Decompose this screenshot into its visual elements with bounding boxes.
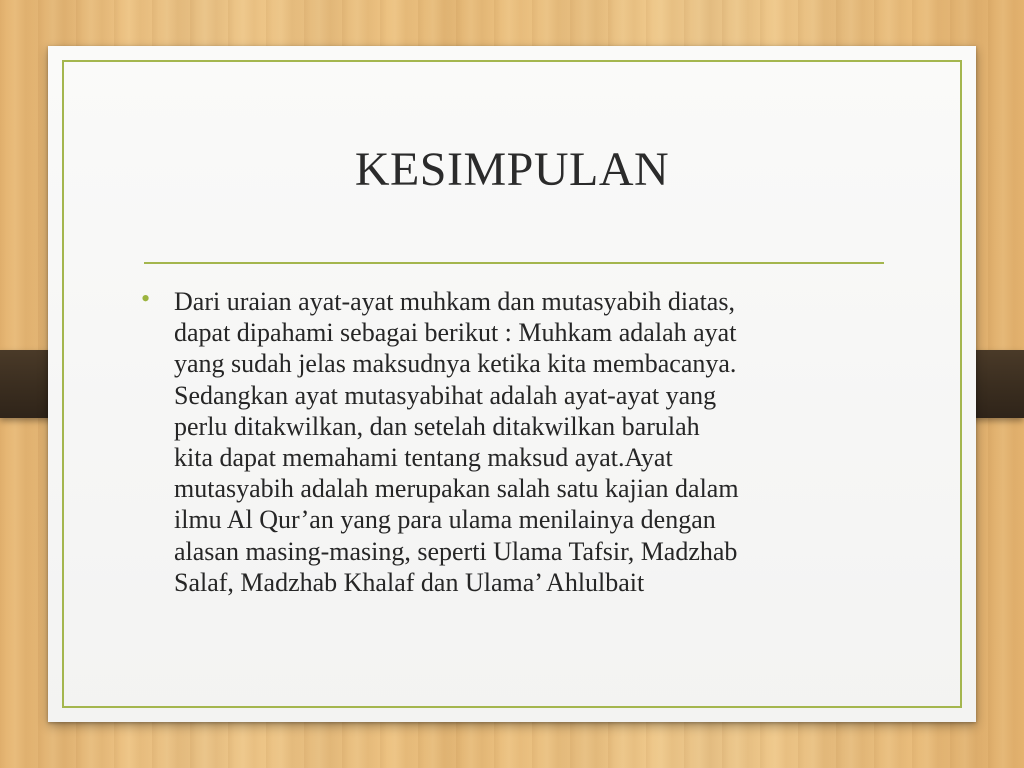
paragraph-line: Dari uraian ayat-ayat muhkam dan mutasyabih diatas,: [174, 287, 735, 316]
title-divider: [144, 262, 884, 264]
paragraph-line: perlu ditakwilkan, dan setelah ditakwilkan barulah: [174, 411, 700, 441]
bullet-icon: •: [141, 284, 151, 313]
paragraph-line: mutasyabih adalah merupakan salah satu kajian dalam: [174, 474, 739, 504]
paragraph-line: alasan masing-masing, seperti Ulama Tafsir, Madzhab: [174, 536, 738, 566]
paragraph-line: ilmu Al Qur’an yang para ulama menilainya dengan: [174, 505, 716, 535]
slide-title: KESIMPULAN: [354, 143, 670, 196]
paragraph-line: kita dapat memahami tentang maksud ayat.Ayat: [174, 443, 673, 473]
bullet-paragraph: [174, 286, 894, 598]
paragraph-line: Salaf, Madzhab Khalaf dan Ulama’ Ahlulbait: [174, 567, 645, 597]
paragraph-line: Sedangkan ayat mutasyabihat adalah ayat-ayat yang: [174, 380, 717, 410]
paragraph-line: dapat dipahami sebagai berikut : Muhkam adalah ayat: [174, 318, 737, 348]
paragraph-line: yang sudah jelas maksudnya ketika kita membacanya.: [174, 349, 737, 379]
slide-card: [48, 46, 976, 722]
